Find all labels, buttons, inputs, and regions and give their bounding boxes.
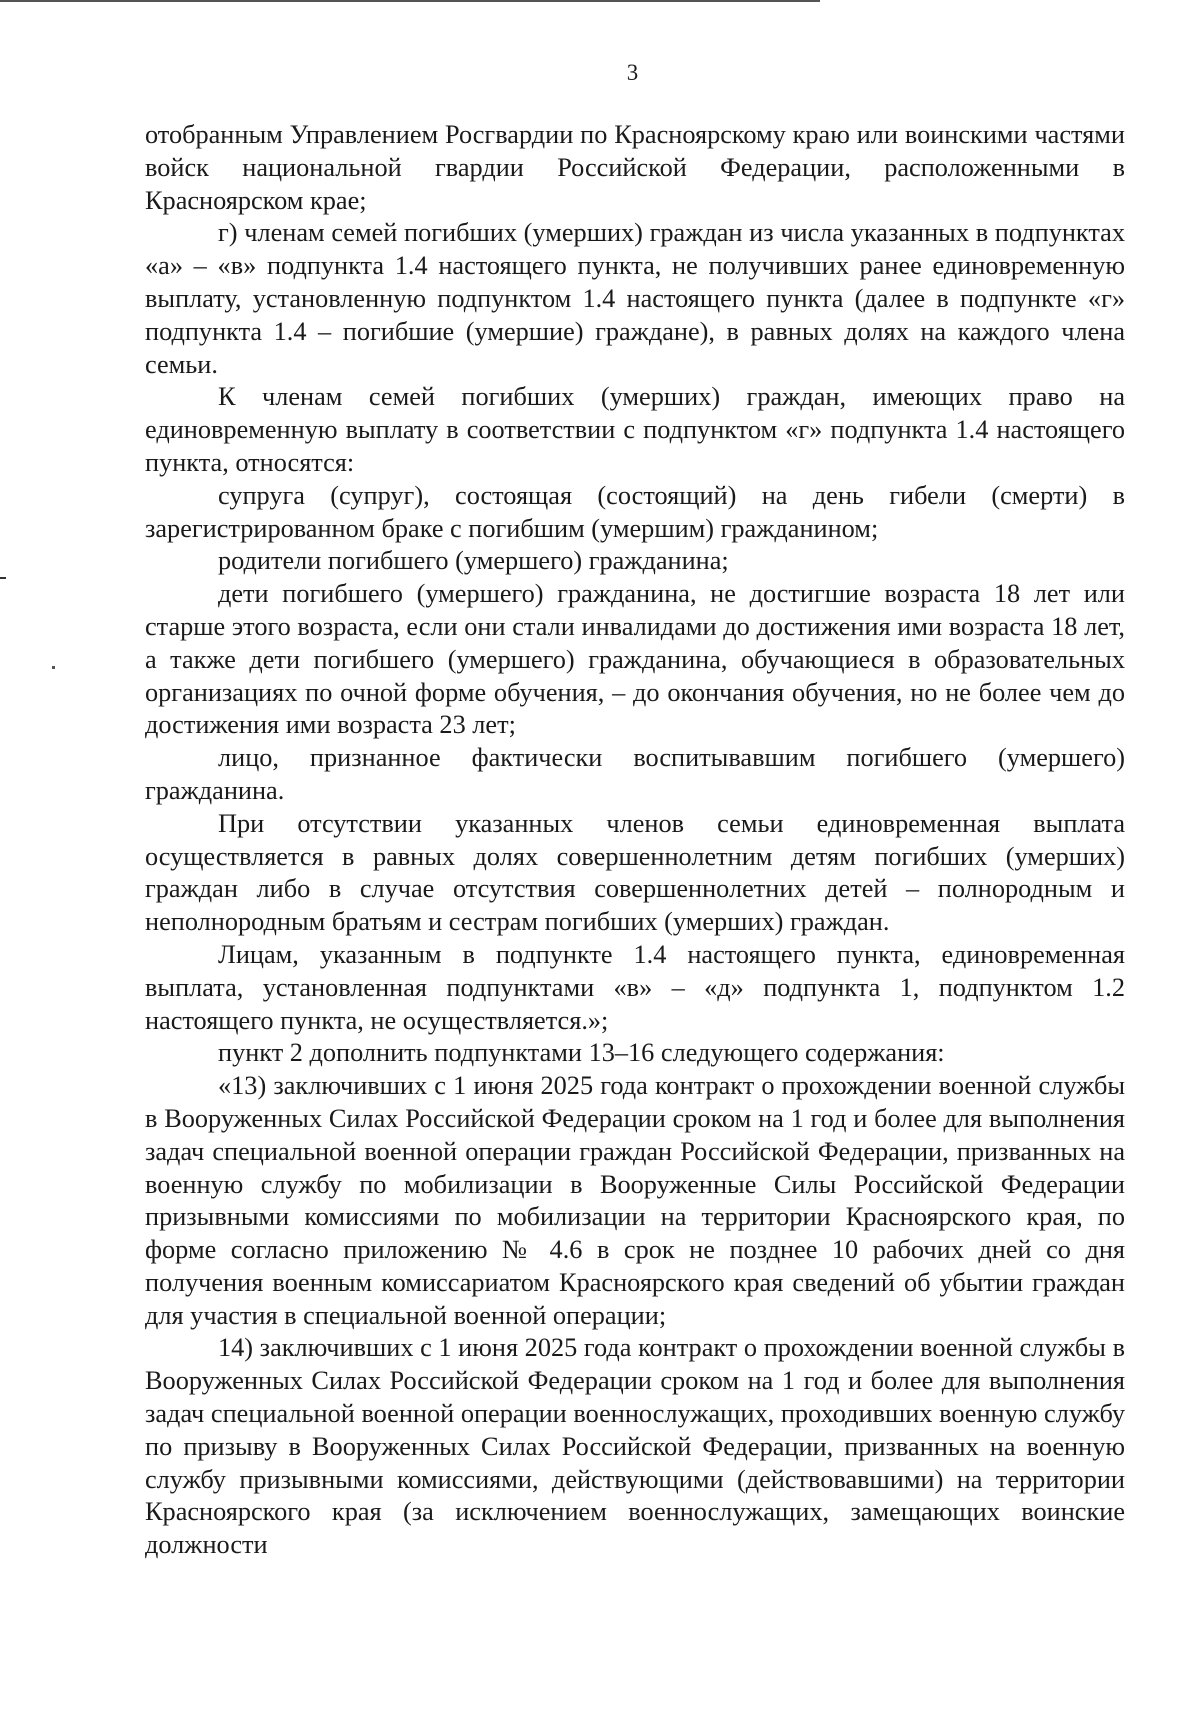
paragraph-children: дети погибшего (умершего) гражданина, не достигшие возраста 18 лет или старше этого возраста, если они стали инвалидами до достижения ими возраста 18 лет, а также дети погибшего (умершего) гражданина, обучающиеся в образовательных организациях по очной форме обучения, – до окончания обучения, но не более чем до достижения ими возраста 23 лет; — [145, 579, 1125, 740]
document-body — [145, 119, 1125, 1562]
paragraph-point-2-amendment: пункт 2 дополнить подпунктами 13–16 следующего содержания: — [218, 1038, 945, 1068]
paragraph-subitem-14: 14) заключивших с 1 июня 2025 года контракт о прохождении военной службы в Вооруженных Силах Российской Федерации сроком на 1 год и более для выполнения задач специальной военной операции военнослужащих, проходивших военную службу по призыву в Вооруженных Силах Российской Федерации, призванных на военную службу призывными комиссиями, действующими (действовавшими) на территории Красноярского края (за исключением военнослужащих, замещающих воинские должности — [145, 1333, 1125, 1560]
paragraph-family-members-intro: К членам семей погибших (умерших) граждан, имеющих право на единовременную выплату в соответствии с подпунктом «г» подпункта 1.4 настоящего пункта, относятся: — [145, 382, 1125, 477]
paragraph-subitem-13: «13) заключивших с 1 июня 2025 года контракт о прохождении военной службы в Вооруженных Силах Российской Федерации сроком на 1 год и более для выполнения задач специальной военной операции граждан Российской Федерации, призванных на военную службу по мобилизации в Вооруженные Силы Российской Федерации призывными комиссиями по мобилизации на территории Красноярского края, по форме согласно приложению № 4.6 в срок не позднее 10 рабочих дней со дня получения военным комиссариатом Красноярского края сведений об убытии граждан для участия в специальной военной операции; — [145, 1071, 1125, 1330]
paragraph-continuation: отобранным Управлением Росгвардии по Красноярскому краю или воинскими частями войск национальной гвардии Российской Федерации, расположенными в Красноярском крае; — [145, 120, 1125, 215]
paragraph-parents: родители погибшего (умершего) гражданина; — [218, 546, 729, 576]
paragraph-subitem-g: г) членам семей погибших (умерших) граждан из числа указанных в подпунктах «а» – «в» подпункта 1.4 настоящего пункта, не получивших ранее единовременную выплату, установленную подпунктом 1.4 настоящего пункта (далее в подпункте «г» подпункта 1.4 – погибшие (умершие) граждане), в равных долях на каждого члена семьи. — [145, 218, 1125, 379]
scan-top-edge-line — [0, 0, 820, 2]
page-number: 3 — [626, 60, 639, 85]
scan-margin-dot — [52, 666, 55, 669]
paragraph-absence-of-members: При отсутствии указанных членов семьи единовременная выплата осуществляется в равных долях совершеннолетним детям погибших (умерших) граждан либо в случае отсутствия совершеннолетних детей – полнородным и неполнородным братьям и сестрам погибших (умерших) граждан. — [145, 808, 1125, 937]
scan-margin-mark — [0, 577, 6, 579]
paragraph-spouse: супруга (супруг), состоящая (состоящий) на день гибели (смерти) в зарегистрированном браке с погибшим (умершим) гражданином; — [145, 480, 1125, 543]
paragraph-guardian: лицо, признанное фактически воспитывавшим погибшего (умершего) гражданина. — [145, 743, 1125, 805]
paragraph-exclusion: Лицам, указанным в подпункте 1.4 настоящего пункта, единовременная выплата, установленная подпунктами «в» – «д» подпункта 1, подпунктом 1.2 настоящего пункта, не осуществляется.»; — [145, 939, 1125, 1035]
